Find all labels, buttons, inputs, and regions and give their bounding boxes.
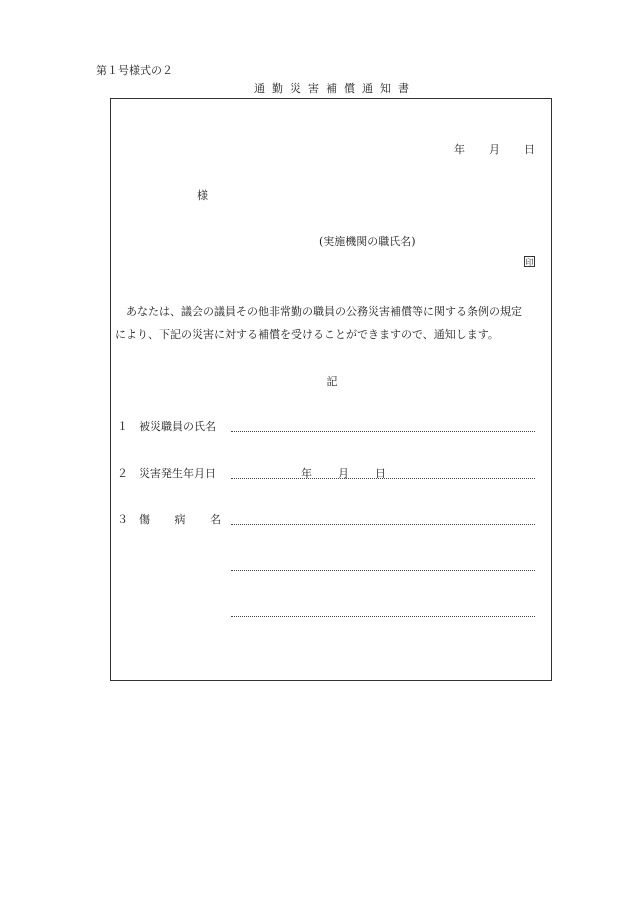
injury-name-field-3[interactable]	[231, 616, 535, 617]
item-label: 被災職員の氏名	[139, 420, 216, 433]
item-accident-date	[117, 465, 231, 481]
addressee-suffix: 様	[197, 189, 208, 202]
item-label: 災害発生年月日	[139, 467, 216, 480]
accident-day-unit: 日	[375, 467, 386, 480]
accident-month-unit: 月	[338, 467, 349, 480]
seal-mark: 印	[525, 258, 534, 267]
accident-date-field[interactable]	[231, 478, 535, 479]
accident-year-unit: 年	[301, 467, 312, 480]
ki-heading: 記	[326, 375, 338, 388]
item-number: ３	[117, 513, 128, 526]
item-label	[139, 511, 221, 527]
item-victim-name	[117, 418, 231, 434]
notice-body	[115, 300, 551, 346]
notice-body-line-2: により、下記の災害に対する補償を受けることができますので、通知します。	[115, 328, 499, 341]
issue-day-unit: 日	[524, 143, 535, 156]
victim-name-field[interactable]	[231, 431, 535, 432]
item-number: １	[117, 420, 128, 433]
issue-month-unit: 月	[489, 143, 500, 156]
item-label-char: 病	[174, 513, 186, 526]
injury-name-field-1[interactable]	[231, 524, 535, 525]
issuer-label: (実施機関の職氏名)	[319, 235, 416, 248]
document-title: 通勤災害補償通知書	[254, 82, 416, 95]
form-number: 第１号様式の２	[96, 64, 173, 77]
item-injury-name	[117, 511, 231, 527]
issue-year-unit: 年	[454, 143, 465, 156]
notice-frame	[110, 98, 552, 681]
issue-date	[454, 141, 535, 157]
item-label-char: 名	[210, 513, 221, 526]
item-number: ２	[117, 467, 128, 480]
notice-body-line-1: あなたは、議会の議員その他非常勤の職員の公務災害補償等に関する条例の規定	[126, 305, 522, 318]
injury-name-field-2[interactable]	[231, 570, 535, 571]
item-label-char: 傷	[139, 513, 150, 526]
